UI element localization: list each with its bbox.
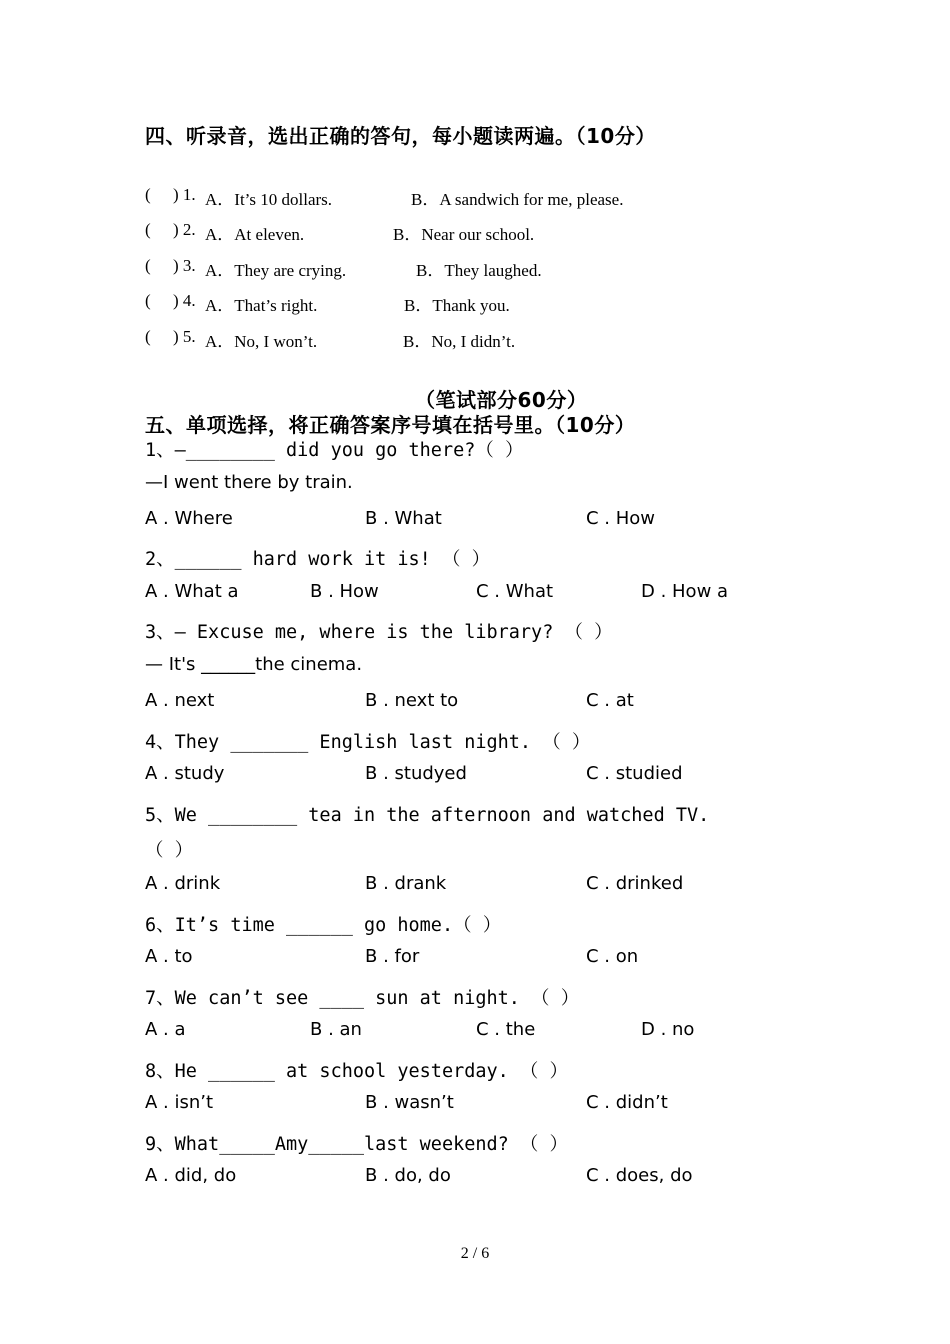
question-1: 1、—________ did you go there?（ ） [145,440,524,461]
question-9: 9、What_____Amy_____last weekend? （ ） [145,1134,569,1155]
question-7: 7、We can’t see ____ sun at night. （ ） [145,988,580,1009]
page-number: 2 / 6 [460,1245,490,1262]
option-a: A．It’s 10 dollars. [205,190,333,209]
q7-option-c: C . the [476,1019,536,1040]
question-6: 6、It’s time ______ go home.（ ） [145,915,502,936]
question-3-answer-line: — It's ______the cinema. [145,654,363,675]
item-number: ) 1. [173,185,196,204]
q4-option-a: A . study [145,763,225,784]
q3-option-c: C . at [586,690,634,711]
option-a: A．At eleven. [205,225,305,244]
q2-option-c: C . What [476,581,554,602]
q8-option-a: A . isn’t [145,1092,214,1113]
question-5-paren: （ ） [145,840,194,861]
question-3: 3、— Excuse me, where is the library? （ ） [145,622,613,643]
item-number: ) 4. [173,291,196,310]
q2-option-b: B . How [310,581,379,602]
q4-option-c: C . studied [586,763,683,784]
q5-option-a: A . drink [145,873,221,894]
q2-option-d: D . How a [641,581,729,602]
q6-option-a: A . to [145,946,193,967]
option-b: B．Near our school. [393,225,535,244]
q6-option-c: C . on [586,946,639,967]
written-part-heading: （笔试部分60分） [415,388,588,412]
q1-option-b: B . What [365,508,442,529]
q3-option-b: B . next to [365,690,459,711]
q1-option-c: C . How [586,508,656,529]
section5-title: 五、单项选择，将正确答案序号填在括号里。（10分） [145,413,636,437]
option-b: B．No, I didn’t. [403,332,516,351]
answer-paren: ( [145,291,151,310]
q3-option-a: A . next [145,690,215,711]
q5-option-c: C . drinked [586,873,684,894]
q9-option-b: B . do, do [365,1165,451,1186]
section4-title: 四、听录音，选出正确的答句，每小题读两遍。（10分） [145,124,656,148]
q7-option-d: D . no [641,1019,695,1040]
q4-option-b: B . studyed [365,763,467,784]
option-a: A．They are crying. [205,261,347,280]
q8-option-b: B . wasn’t [365,1092,454,1113]
question-2: 2、______ hard work it is! （ ） [145,549,491,570]
option-b: B．Thank you. [404,296,510,315]
item-number: ) 3. [173,256,196,275]
q9-option-a: A . did, do [145,1165,237,1186]
item-number: ) 2. [173,220,196,239]
question-8: 8、He ______ at school yesterday. （ ） [145,1061,569,1082]
option-b: B．A sandwich for me, please. [411,190,624,209]
q5-option-b: B . drank [365,873,447,894]
answer-paren: ( [145,185,151,204]
option-b: B．They laughed. [416,261,542,280]
item-number: ) 5. [173,327,196,346]
option-a: A．No, I won’t. [205,332,318,351]
q1-option-a: A . Where [145,508,233,529]
question-5: 5、We ________ tea in the afternoon and watched TV. [145,805,710,826]
q7-option-b: B . an [310,1019,362,1040]
q6-option-b: B . for [365,946,420,967]
q8-option-c: C . didn’t [586,1092,668,1113]
answer-paren: ( [145,220,151,239]
q9-option-c: C . does, do [586,1165,693,1186]
q2-option-a: A . What a [145,581,239,602]
answer-paren: ( [145,327,151,346]
q7-option-a: A . a [145,1019,186,1040]
question-1-answer-line: —I went there by train. [145,472,353,493]
question-4: 4、They _______ English last night. （ ） [145,732,591,753]
answer-paren: ( [145,256,151,275]
option-a: A．That’s right. [205,296,318,315]
